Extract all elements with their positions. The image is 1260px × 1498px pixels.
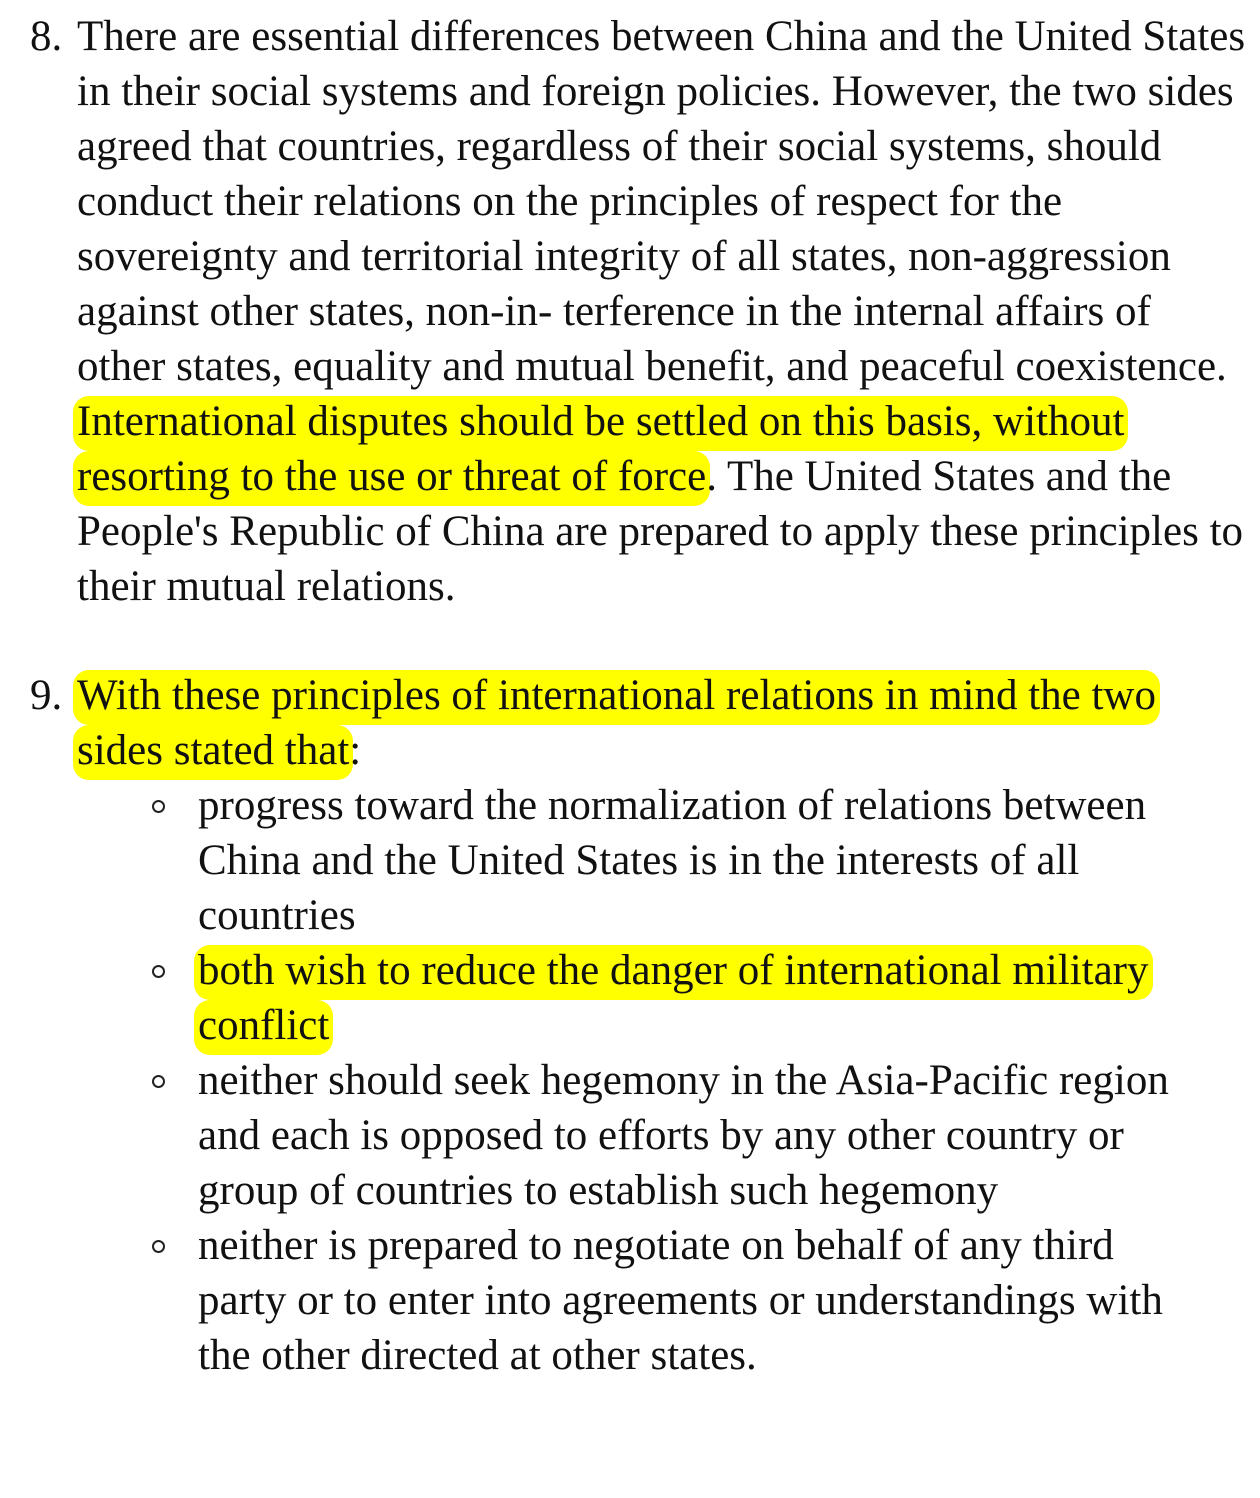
sub-list [198, 778, 1198, 1383]
item-text-plain: : [349, 727, 362, 774]
highlighted-text: With these principles of international relations in mind the two sides stated that [73, 670, 1160, 780]
highlighted-text: both wish to reduce the danger of international military conflict [194, 945, 1153, 1055]
item-text [77, 9, 1247, 614]
item-text-plain: . The United States and the People's Republic of China are prepared to apply these principles to their mutual relations. [77, 453, 1244, 610]
list-item-text: neither should seek hegemony in the Asia-Pacific region and each is opposed to efforts by any other country or group of countries to establish such hegemony [198, 1057, 1169, 1214]
list-item [198, 1053, 1198, 1218]
hollow-bullet-icon [152, 1075, 165, 1088]
list-item [198, 1218, 1198, 1383]
list-item [198, 778, 1198, 943]
list-item [198, 943, 1198, 1053]
numbered-item-9 [0, 668, 1260, 1383]
item-text-plain: There are essential differences between China and the United States in their social systems and foreign policies. However, the two sides agreed that countries, regardless of their social systems, should conduct their relations on the principles of respect for the sovereignty and territorial integrity of all states, non-aggression against other states, non-in- terference in the internal affairs of other states, equality and mutual benefit, and peaceful coexistence. [77, 13, 1246, 390]
item-text [77, 668, 1247, 778]
item-number: 9. [30, 672, 63, 719]
item-number: 8. [30, 13, 63, 60]
list-item-text: progress toward the normalization of relations between China and the United States is in the interests of all countries [198, 782, 1147, 939]
hollow-bullet-icon [152, 965, 165, 978]
highlighted-text: International disputes should be settled on this basis, without resorting to the use or threat of force [73, 396, 1128, 506]
list-item-text: neither is prepared to negotiate on behalf of any third party or to enter into agreements or understandings with the other directed at other states. [198, 1222, 1163, 1379]
hollow-bullet-icon [152, 800, 165, 813]
hollow-bullet-icon [152, 1240, 165, 1253]
numbered-item-8 [0, 9, 1260, 614]
